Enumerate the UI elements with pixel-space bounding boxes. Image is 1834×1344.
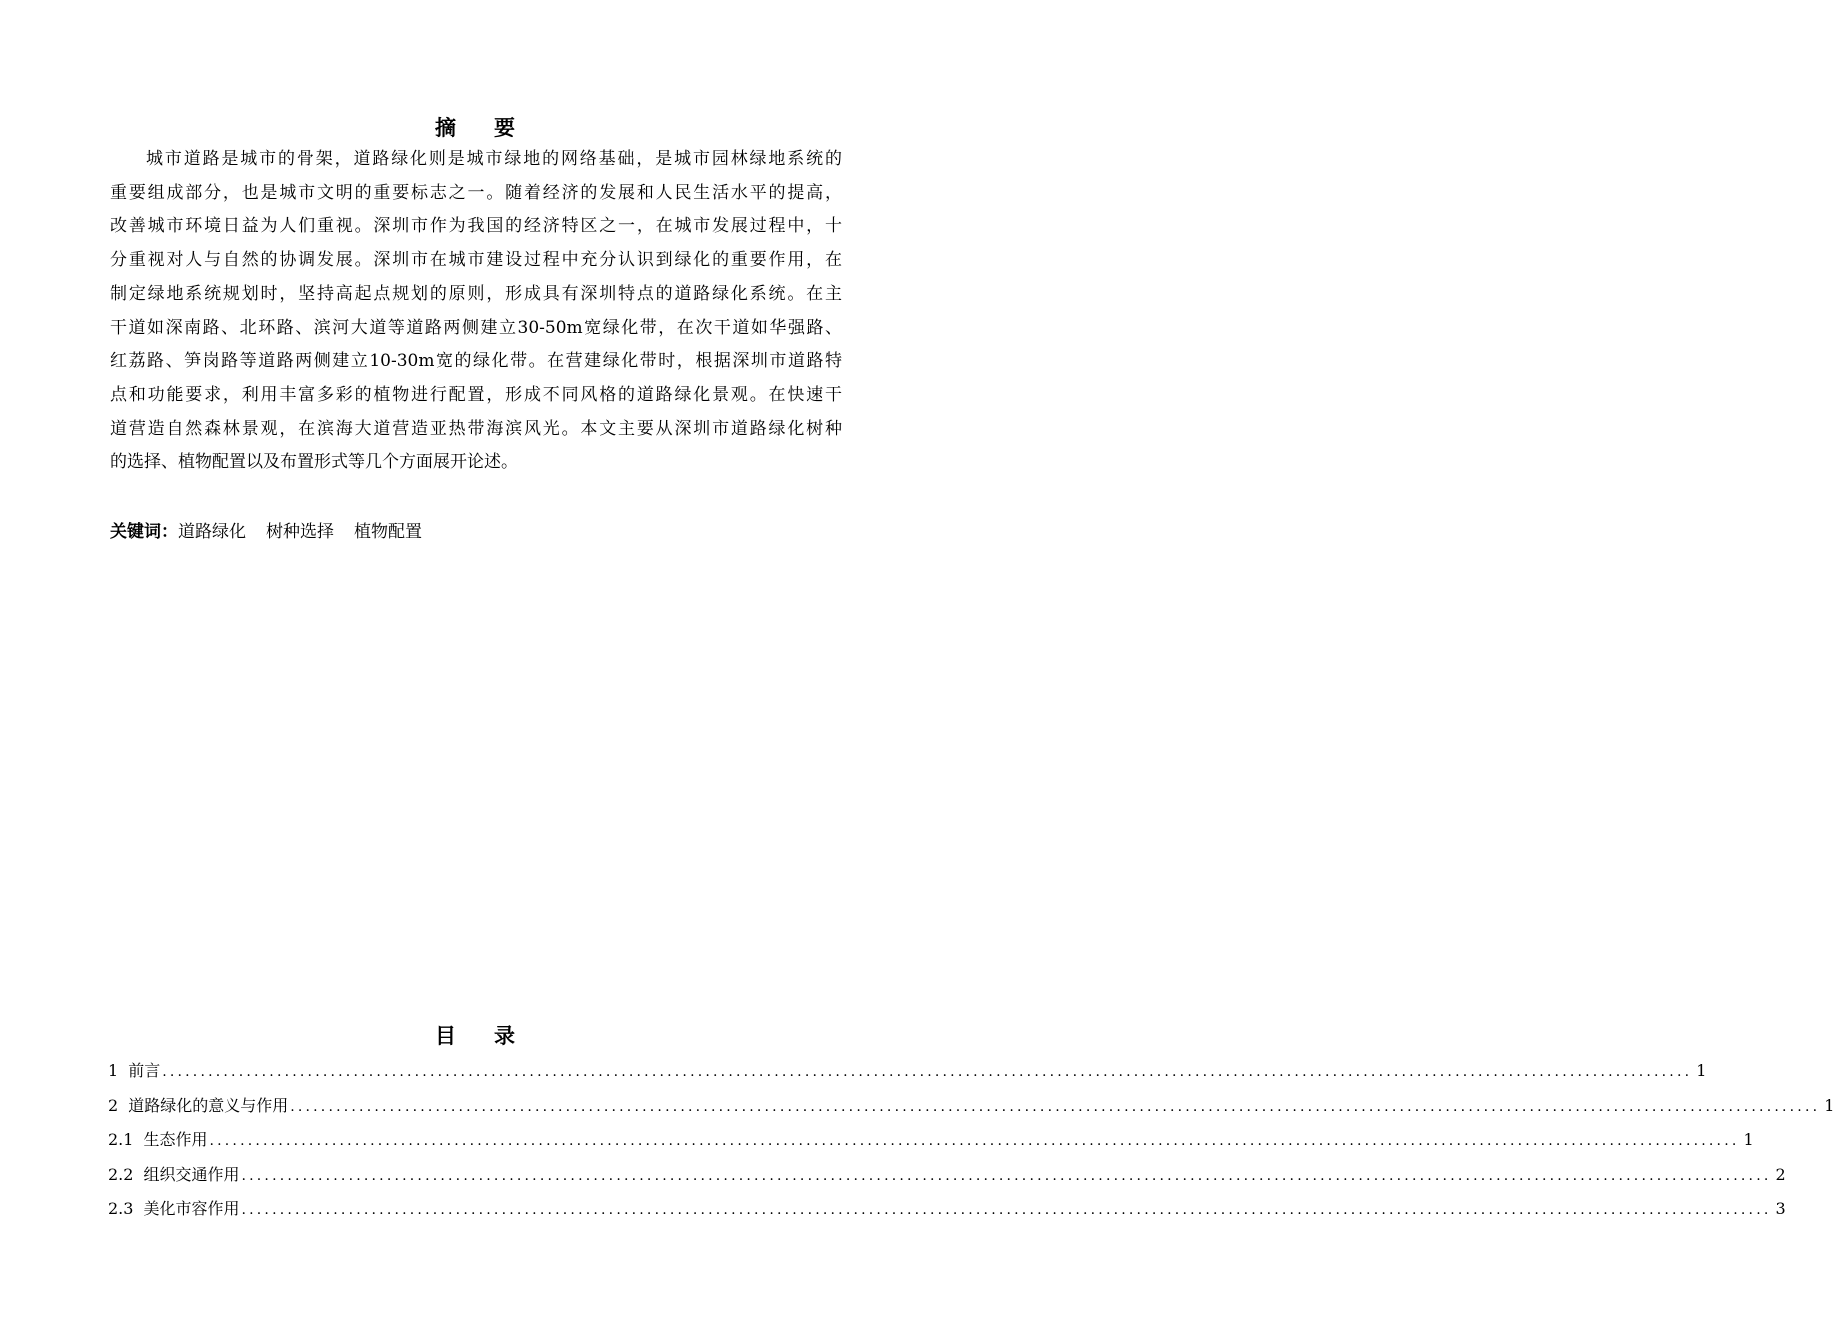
abstract-line: 制定绿地系统规划时，坚持高起点规划的原则，形成具有深圳特点的道路绿化系统。在主 <box>110 283 842 304</box>
toc-leader-dots: ........................................................................................................................................................................................................ <box>241 1202 1772 1218</box>
toc-leader-dots: ........................................................................................................................................................................................................ <box>162 1064 1693 1080</box>
toc-entry-page: 1 <box>1743 1130 1754 1149</box>
toc-entry-number: 2.2 <box>108 1164 134 1184</box>
keyword: 道路绿化 <box>178 522 246 542</box>
abstract-line: 分重视对人与自然的协调发展。深圳市在城市建设过程中充分认识到绿化的重要作用，在 <box>110 250 842 271</box>
toc-entry-page: 1 <box>1696 1061 1707 1080</box>
toc-entry[interactable] <box>108 1162 1786 1197</box>
keywords-line <box>110 517 442 542</box>
toc-entry-page: 3 <box>1775 1199 1786 1218</box>
toc-entry-title: 美化市容作用 <box>143 1199 240 1218</box>
table-of-contents <box>108 1058 1834 1231</box>
abstract-line: 的选择、植物配置以及布置形式等几个方面展开论述。 <box>110 452 518 473</box>
toc-leader-dots: ........................................................................................................................................................................................................ <box>209 1133 1740 1149</box>
toc-entry-title: 组织交通作用 <box>143 1164 240 1184</box>
toc-entry-number: 1 <box>108 1061 119 1080</box>
toc-entry[interactable] <box>108 1127 1754 1162</box>
abstract-line: 点和功能要求，利用丰富多彩的植物进行配置，形成不同风格的道路绿化景观。在快速干 <box>110 384 842 405</box>
abstract-line: 干道如深南路、北环路、滨河大道等道路两侧建立30-50m宽绿化带，在次干道如华强路、 <box>110 317 842 338</box>
abstract-body <box>110 143 842 480</box>
abstract-line: 红荔路、笋岗路等道路两侧建立10-30m宽的绿化带。在营建绿化带时，根据深圳市道路特 <box>110 351 842 372</box>
keyword: 植物配置 <box>354 522 422 542</box>
keywords-label: 关键词： <box>110 522 178 542</box>
toc-entry-number: 2.3 <box>108 1199 134 1218</box>
abstract-line: 城市道路是城市的骨架，道路绿化则是城市绿地的网络基础，是城市园林绿地系统的 <box>146 149 842 169</box>
keyword: 树种选择 <box>266 522 334 542</box>
toc-entry[interactable] <box>108 1058 1707 1093</box>
toc-entry-title: 前言 <box>128 1061 161 1080</box>
toc-entry[interactable] <box>108 1196 1786 1231</box>
toc-entry-page: 1 <box>1824 1095 1834 1115</box>
toc-entry-title: 道路绿化的意义与作用 <box>128 1095 289 1115</box>
abstract-line: 改善城市环境日益为人们重视。深圳市作为我国的经济特区之一，在城市发展过程中，十 <box>110 216 842 237</box>
toc-entry-title: 生态作用 <box>143 1130 208 1149</box>
toc-entry-number: 2 <box>108 1095 119 1115</box>
toc-entry[interactable] <box>108 1093 1834 1128</box>
abstract-line: 道营造自然森林景观，在滨海大道营造亚热带海滨风光。本文主要从深圳市道路绿化树种 <box>110 418 842 439</box>
abstract-line: 重要组成部分，也是城市文明的重要标志之一。随着经济的发展和人民生活水平的提高， <box>110 182 842 203</box>
toc-entry-page: 2 <box>1775 1164 1786 1184</box>
toc-leader-dots: ........................................................................................................................................................................................................ <box>290 1098 1821 1115</box>
toc-entry-number: 2.1 <box>108 1130 134 1149</box>
abstract-heading: 摘要 <box>435 116 553 140</box>
toc-heading: 目录 <box>435 1024 553 1048</box>
toc-leader-dots: ........................................................................................................................................................................................................ <box>241 1167 1772 1184</box>
